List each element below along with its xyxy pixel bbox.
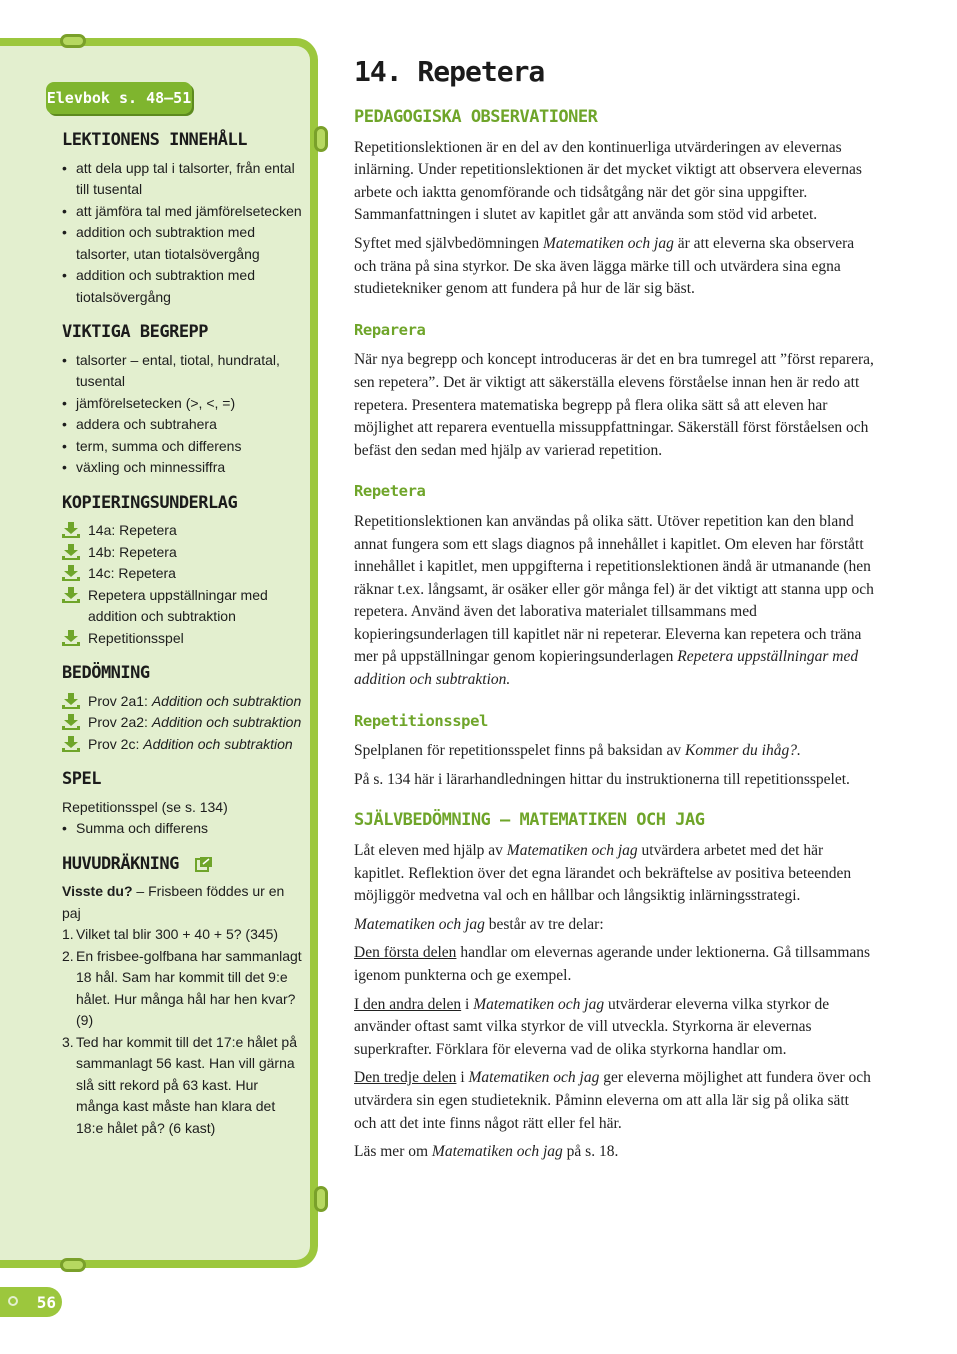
list-item: • växling och minnessiffra bbox=[62, 457, 302, 479]
download-item[interactable] bbox=[62, 712, 302, 734]
text-run-italic: Matematiken och jag bbox=[431, 1143, 563, 1161]
test-title: Addition och subtraktion bbox=[143, 735, 293, 752]
game-list bbox=[62, 818, 302, 840]
download-icon bbox=[62, 714, 80, 730]
pipe-ring-decoration bbox=[314, 126, 328, 152]
paragraph bbox=[354, 1141, 874, 1164]
mental-math-heading bbox=[62, 854, 302, 876]
text-run-underlined: I den andra delen bbox=[354, 995, 462, 1013]
text-run: utvärdera arbetet med det här kapitlet. Reflektion över det egna lärandet och bekräftelse av positiva beteenden möjliggör medvetna val och en hållbar och långsiktig inlärningsstrategi. bbox=[354, 842, 852, 905]
repeat-heading: Repetera bbox=[354, 482, 426, 501]
paragraph bbox=[354, 233, 874, 301]
list-item: • term, summa och differens bbox=[62, 436, 302, 458]
paragraph bbox=[354, 511, 874, 692]
download-icon bbox=[62, 565, 80, 581]
paragraph: På s. 134 här i lärarhandledningen hittar du instruktionerna till repetitionsspelet. bbox=[354, 770, 850, 788]
text-run: i bbox=[461, 995, 474, 1013]
game-line: Repetitionsspel (se s. 134) bbox=[62, 798, 228, 815]
paragraph bbox=[354, 840, 874, 908]
text-run: Läs mer om bbox=[354, 1143, 432, 1161]
text-run: Låt eleven med hjälp av bbox=[354, 842, 507, 860]
paragraph: När nya begrepp och koncept introduceras är det en bra tumregel att ”först reparera, sen repetera”. Det är viktigt att säkerställa elevens förståelse innan hen är redo att repetera. Presentera matematiska begrepp på flera olika sätt så att eleven har möjlighet att reparera eventuella missuppfattningar. Säkerställ först förståelsen och befäst den sedan med hjälp av varierad repetition. bbox=[354, 351, 874, 459]
numbered-item bbox=[62, 1032, 302, 1140]
download-icon bbox=[62, 630, 80, 646]
numbered-item bbox=[62, 946, 302, 1032]
download-item[interactable] bbox=[62, 563, 302, 585]
text-run-italic: Matematiken och jag bbox=[542, 234, 674, 252]
download-item[interactable] bbox=[62, 542, 302, 564]
download-item-label: 14a: Repetera bbox=[88, 522, 177, 538]
did-you-know-text: – Frisbeen föddes ur en paj bbox=[62, 883, 285, 921]
text-run: på s. 18. bbox=[562, 1143, 619, 1161]
lesson-content-list bbox=[62, 158, 302, 309]
text-run-underlined: Den tredje delen bbox=[354, 1069, 457, 1087]
download-icon bbox=[62, 736, 80, 752]
test-prefix: Prov 2a2: bbox=[88, 714, 152, 730]
paragraph: Repetitionslektionen är en del av den kontinuerliga utvärderingen av elevernas inlärning. Under repetitionslektionen är det mycket viktigt att observera elevernas arbete och iaktta genomförande och tidsåtgång när det gör sina uppgifter. Sammanfattningen i slutet av kapitlet går att använda som stöd vid arbetet. bbox=[354, 138, 862, 224]
text-run: består av tre delar: bbox=[484, 915, 604, 933]
textbook-pages-tag: Elevbok s. 48–51 bbox=[46, 82, 192, 114]
assessment-heading: BEDÖMNING bbox=[62, 663, 150, 683]
test-prefix: Prov 2c: bbox=[88, 735, 144, 752]
main-content bbox=[354, 52, 874, 1170]
lesson-content-heading: LEKTIONENS INNEHÅLL bbox=[62, 130, 247, 150]
test-title: Addition och subtraktion bbox=[151, 714, 302, 730]
copy-material-list bbox=[62, 520, 302, 649]
item-text: Vilket tal blir 300 + 40 + 5? (345) bbox=[76, 926, 279, 942]
list-item: • jämförelsetecken (>, <, =) bbox=[62, 393, 302, 415]
game-heading: SPEL bbox=[62, 769, 101, 789]
list-item: • Summa och differens bbox=[62, 818, 302, 840]
download-item[interactable] bbox=[62, 628, 302, 650]
item-number: 2. bbox=[62, 947, 74, 964]
list-item: • addition och subtraktion med talsorter, utan tiotalsövergång bbox=[62, 222, 302, 265]
sidebar-content bbox=[62, 130, 302, 1139]
pipe-ring-decoration bbox=[314, 1186, 328, 1212]
did-you-know-label: Visste du? bbox=[62, 883, 133, 899]
paragraph bbox=[354, 1067, 874, 1135]
mental-math-heading-text: HUVUDRÄKNING bbox=[62, 853, 179, 874]
list-item: • att dela upp tal i talsorter, från ental till tusental bbox=[62, 158, 302, 201]
mental-math-intro bbox=[62, 881, 302, 924]
text-run: ger eleverna möjlighet att fundera över och utvärdera sin egen studieteknik. Påminn eleverna om att alla lär sig på olika sätt och att det inte finns något rätt eller fel här. bbox=[354, 1069, 871, 1132]
item-text: En frisbee-golfbana har sammanlagt 18 hål. Sam har kommit till det 9:e hålet. Hur många hål har hen kvar? (9) bbox=[76, 947, 302, 1028]
download-item[interactable] bbox=[62, 585, 302, 628]
download-item-label: Repetitionsspel bbox=[88, 629, 184, 646]
copy-material-heading: KOPIERINGSUNDERLAG bbox=[62, 492, 238, 513]
text-run: Syftet med självbedömningen bbox=[354, 234, 543, 252]
numbered-item bbox=[62, 924, 302, 946]
list-item: • addition och subtraktion med tiotalsövergång bbox=[62, 265, 302, 308]
sidebar-panel bbox=[0, 38, 318, 1268]
self-assessment-heading: SJÄLVBEDÖMNING – MATEMATIKEN OCH JAG bbox=[354, 810, 705, 831]
key-concepts-list bbox=[62, 350, 302, 479]
pipe-ring-decoration bbox=[60, 34, 86, 48]
text-run-italic: Matematiken och jag bbox=[468, 1069, 600, 1087]
text-run-italic: Kommer du ihåg?. bbox=[685, 742, 801, 760]
assessment-list bbox=[62, 691, 302, 756]
download-item-label: Repetera uppställningar med addition och subtraktion bbox=[88, 586, 268, 624]
download-item-label: 14c: Repetera bbox=[88, 565, 176, 581]
paragraph bbox=[354, 914, 874, 937]
download-item[interactable] bbox=[62, 734, 302, 756]
download-icon bbox=[62, 693, 80, 709]
paragraph bbox=[354, 740, 874, 763]
paragraph bbox=[354, 942, 874, 987]
list-item: • addera och subtrahera bbox=[62, 414, 302, 436]
list-item: • att jämföra tal med jämförelsetecken bbox=[62, 201, 302, 223]
pipe-ring-decoration bbox=[60, 1258, 86, 1272]
download-item[interactable] bbox=[62, 520, 302, 542]
download-icon bbox=[62, 522, 80, 538]
download-icon bbox=[62, 587, 80, 603]
text-run-italic: Matematiken och jag bbox=[354, 915, 485, 933]
test-prefix: Prov 2a1: bbox=[88, 692, 152, 709]
paragraph bbox=[354, 994, 874, 1062]
download-item[interactable] bbox=[62, 691, 302, 713]
test-title: Addition och subtraktion bbox=[151, 692, 302, 709]
page-number bbox=[0, 1287, 62, 1317]
repetition-game-heading: Repetitionsspel bbox=[354, 711, 488, 730]
text-run-italic: Matematiken och jag bbox=[473, 995, 605, 1013]
text-run: Repetitionslektionen kan användas på olika sätt. Utöver repetition kan den bland annat fungera som ett slags diagnos på innehållet i kapitlet. Om eleven har förstått innehållet i kapitlet, men uppgifterna i repetitionslektionen ändå är utmanande (hen räknar t.ex. långsamt, är osäker eller gör många fel) är det viktigt att stanna upp och repetera. Använd även det laborativa materialet tillsammans med kopieringsunderlagen till kapitlet när ni repeterar. Eleverna kan repetera och träna mer på uppställningar genom kopieringsunderlagen bbox=[354, 512, 874, 666]
page-title: 14. Repetera bbox=[354, 55, 545, 88]
text-run: är att eleverna ska observera och träna på sina styrkor. De ska även lägga märke till och utvärdera sina egna studietekniker genom att fundera på hur de lär sig bäst. bbox=[354, 234, 855, 298]
page-number-text: 56 bbox=[36, 1292, 56, 1312]
list-item: • talsorter – ental, tiotal, hundratal, tusental bbox=[62, 350, 302, 393]
external-link-icon[interactable] bbox=[195, 856, 213, 872]
mental-math-list bbox=[62, 924, 302, 1139]
text-run-italic: Repetera uppställningar med addition och subtraktion. bbox=[354, 648, 859, 689]
key-concepts-heading: VIKTIGA BEGREPP bbox=[62, 322, 209, 342]
text-run: utvärderar eleverna vilka styrkor de använder oftast samt vilka styrkor de vill utveckla. Styrkorna är elevernas superkrafter. Förklara för eleverna vad de olika styrkorna handlar om. bbox=[354, 995, 830, 1058]
repair-heading: Reparera bbox=[354, 320, 426, 339]
ring-icon bbox=[8, 1296, 18, 1306]
text-run: i bbox=[456, 1069, 469, 1087]
download-icon bbox=[62, 544, 80, 560]
text-run: Spelplanen för repetitionsspelet finns på baksidan av bbox=[354, 742, 686, 760]
download-item-label: 14b: Repetera bbox=[88, 543, 177, 560]
item-text: Ted har kommit till det 17:e hålet på sammanlagt 56 kast. Han vill gärna slå sitt rekord på 63 kast. Hur många kast måste han klara det 18:e hålet på? (6 kast) bbox=[76, 1033, 298, 1136]
item-number: 3. bbox=[62, 1033, 74, 1050]
text-run-italic: Matematiken och jag bbox=[506, 842, 638, 860]
text-run-underlined: Den första delen bbox=[354, 944, 457, 962]
item-number: 1. bbox=[62, 926, 74, 942]
pedagogical-observations-heading: PEDAGOGISKA OBSERVATIONER bbox=[354, 107, 598, 127]
text-run: handlar om elevernas agerande under lektionerna. Gå tillsammans igenom punkterna och ge exempel. bbox=[354, 944, 871, 984]
